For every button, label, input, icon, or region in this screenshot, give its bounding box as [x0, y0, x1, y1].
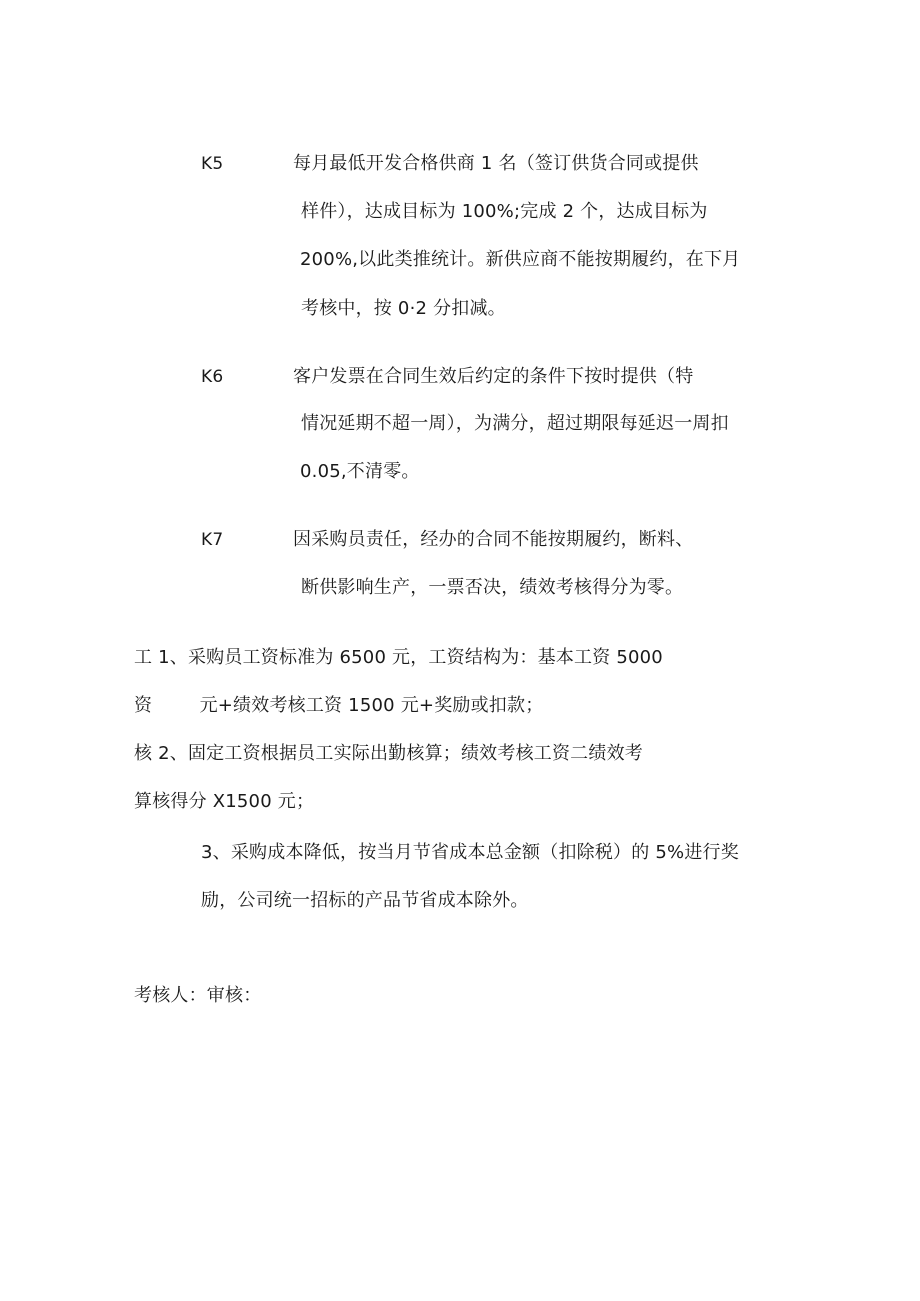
kpi-code-k6: K6 [201, 367, 224, 387]
salary-line-4: 算核得分 X1500 元； [134, 791, 315, 812]
kpi-k6-line-3: 0.05,不清零。 [300, 461, 420, 482]
salary-line-2: 资 元+绩效考核工资 1500 元+奖励或扣款； [134, 695, 544, 716]
kpi-k6-line-1: 客户发票在合同生效后约定的条件下按时提供（特 [293, 366, 694, 387]
salary-line-3: 核 2、固定工资根据员工实际出勤核算；绩效考核工资二绩效考 [134, 743, 643, 764]
kpi-k5-line-1: 每月最低开发合格供商 1 名（签订供货合同或提供 [293, 153, 699, 174]
salary-item3-line-2: 励，公司统一招标的产品节省成本除外。 [201, 890, 529, 911]
kpi-k6-line-2: 情况延期不超一周），为满分，超过期限每延迟一周扣 [301, 413, 729, 434]
kpi-k5-line-4: 考核中，按 0·2 分扣减。 [301, 298, 506, 319]
salary-line-1: 工 1、采购员工资标准为 6500 元，工资结构为：基本工资 5000 [134, 647, 663, 668]
kpi-code-k5: K5 [201, 154, 224, 174]
salary-item3-line-1: 3、采购成本降低，按当月节省成本总金额（扣除税）的 5%进行奖 [201, 842, 739, 863]
signature-line: 考核人：审核： [134, 985, 262, 1006]
kpi-k5-line-3: 200%,以此类推统计。新供应商不能按期履约，在下月 [300, 249, 741, 270]
kpi-k7-line-1: 因采购员责任，经办的合同不能按期履约，断料、 [293, 529, 694, 550]
kpi-k7-line-2: 断供影响生产，一票否决，绩效考核得分为零。 [301, 577, 684, 598]
kpi-code-k7: K7 [201, 530, 224, 550]
kpi-k5-line-2: 样件），达成目标为 100%;完成 2 个，达成目标为 [301, 201, 708, 222]
